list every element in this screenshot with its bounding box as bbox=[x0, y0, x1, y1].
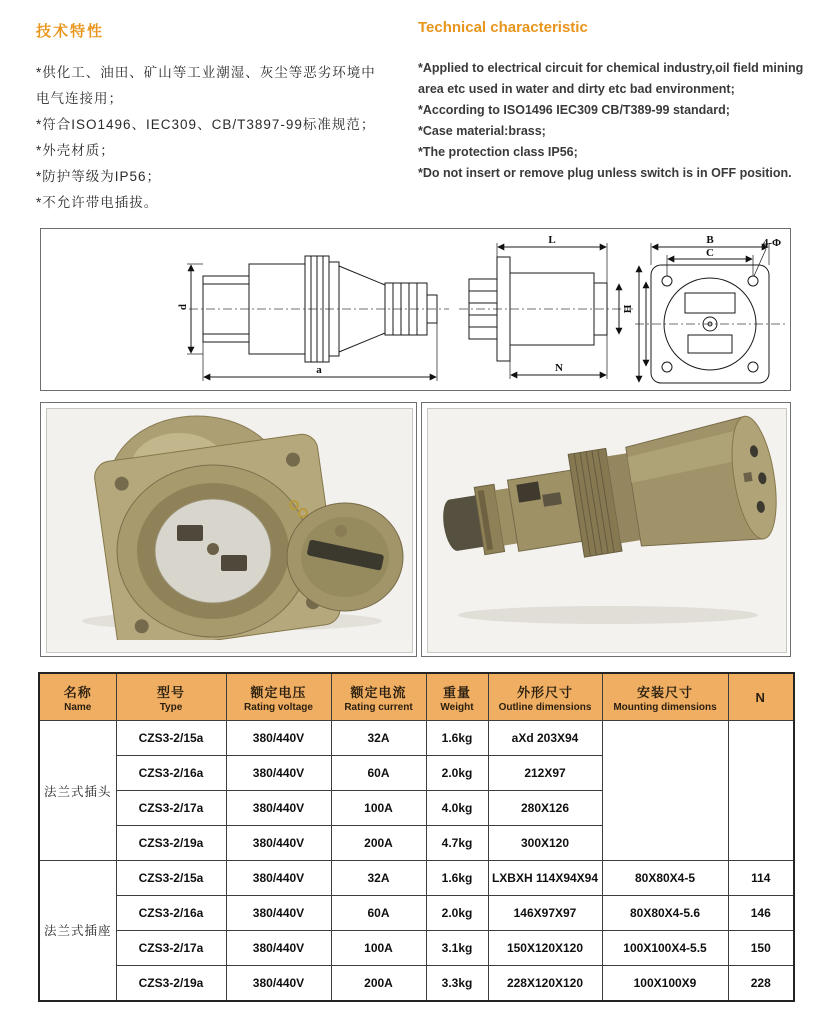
dim-label-d: d bbox=[177, 303, 189, 311]
cell-current: 100A bbox=[331, 931, 426, 966]
cell-voltage: 380/440V bbox=[226, 721, 331, 756]
cell-current: 60A bbox=[331, 896, 426, 931]
cell-weight: 3.1kg bbox=[426, 931, 488, 966]
feature-line: *防护等级为IP56； bbox=[36, 169, 162, 184]
cell-current: 32A bbox=[331, 721, 426, 756]
cell-n-empty bbox=[728, 721, 794, 861]
dim-label-C: C bbox=[706, 247, 714, 259]
feature-line: *外壳材质； bbox=[36, 143, 115, 158]
table-row bbox=[39, 896, 794, 931]
flange-front-view bbox=[635, 234, 787, 383]
cell-outline: aXd 203X94 bbox=[488, 721, 602, 756]
col-header-mounting-zh: 安装尺寸 bbox=[636, 684, 693, 700]
cell-mounting: 100X100X4-5.5 bbox=[602, 931, 728, 966]
cell-voltage: 380/440V bbox=[226, 791, 331, 826]
product-photo-socket-with-cap bbox=[46, 408, 413, 653]
col-header-voltage-en: Rating voltage bbox=[244, 701, 313, 713]
cell-n: 146 bbox=[728, 896, 794, 931]
technical-drawing-box bbox=[40, 228, 791, 391]
cell-n: 228 bbox=[728, 966, 794, 1001]
col-header-outline-en: Outline dimensions bbox=[498, 701, 592, 713]
feature-line: *不允许带电插拔。 bbox=[36, 195, 159, 210]
col-header-name-en: Name bbox=[64, 701, 92, 713]
group-label-flange-plug: 法兰式插头 bbox=[39, 721, 116, 861]
cell-mounting: 80X80X4-5.6 bbox=[602, 896, 728, 931]
cell-outline: 150X120X120 bbox=[488, 931, 602, 966]
cell-n: 150 bbox=[728, 931, 794, 966]
dim-label-B: B bbox=[706, 234, 714, 246]
feature-line: *Case material:brass; bbox=[418, 124, 546, 138]
cell-current: 200A bbox=[331, 826, 426, 861]
cell-voltage: 380/440V bbox=[226, 896, 331, 931]
feature-line: 电气连接用； bbox=[36, 91, 123, 106]
cell-n: 114 bbox=[728, 861, 794, 896]
feature-list-zh bbox=[36, 60, 414, 216]
product-photo-box-socket bbox=[40, 402, 417, 657]
cell-weight: 1.6kg bbox=[426, 721, 488, 756]
cell-outline: 212X97 bbox=[488, 756, 602, 791]
table-row bbox=[39, 931, 794, 966]
cell-current: 60A bbox=[331, 756, 426, 791]
technical-drawing bbox=[41, 229, 790, 390]
cell-current: 200A bbox=[331, 966, 426, 1001]
header-row bbox=[39, 673, 794, 721]
col-header-n-zh: N bbox=[755, 689, 766, 705]
cell-mounting-empty bbox=[602, 721, 728, 861]
cell-weight: 3.3kg bbox=[426, 966, 488, 1001]
feature-line: *符合ISO1496、IEC309、CB/T3897-99标准规范； bbox=[36, 117, 376, 132]
cell-outline: 280X126 bbox=[488, 791, 602, 826]
cell-type: CZS3-2/15a bbox=[116, 861, 226, 896]
plug-side-view bbox=[177, 256, 449, 381]
spec-table bbox=[38, 672, 795, 1002]
cell-outline: 300X120 bbox=[488, 826, 602, 861]
page-title-en: Technical characteristic bbox=[418, 19, 588, 36]
cell-current: 32A bbox=[331, 861, 426, 896]
col-header-outline-zh: 外形尺寸 bbox=[516, 684, 573, 700]
cell-outline: 228X120X120 bbox=[488, 966, 602, 1001]
col-header-voltage bbox=[226, 673, 331, 721]
cell-voltage: 380/440V bbox=[226, 931, 331, 966]
feature-line: area etc used in water and dirty etc bad environment; bbox=[418, 82, 735, 96]
col-header-weight-zh: 重量 bbox=[442, 684, 471, 700]
socket-side-view bbox=[459, 234, 634, 379]
cell-weight: 2.0kg bbox=[426, 756, 488, 791]
cell-outline: 146X97X97 bbox=[488, 896, 602, 931]
col-header-mounting-en: Mounting dimensions bbox=[613, 701, 717, 713]
page-title-zh: 技术特性 bbox=[36, 23, 105, 40]
cell-weight: 2.0kg bbox=[426, 896, 488, 931]
col-header-type-zh: 型号 bbox=[156, 684, 185, 700]
cell-type: CZS3-2/16a bbox=[116, 896, 226, 931]
cell-type: CZS3-2/16a bbox=[116, 756, 226, 791]
cell-weight: 4.7kg bbox=[426, 826, 488, 861]
feature-list-en bbox=[418, 58, 823, 184]
col-header-weight-en: Weight bbox=[440, 701, 474, 713]
feature-line: *Applied to electrical circuit for chemical industry,oil field mining bbox=[418, 61, 804, 75]
cell-type: CZS3-2/19a bbox=[116, 966, 226, 1001]
cell-voltage: 380/440V bbox=[226, 966, 331, 1001]
feature-line: *Do not insert or remove plug unless switch is in OFF position. bbox=[418, 166, 792, 180]
table-row bbox=[39, 966, 794, 1001]
feature-line: *According to ISO1496 IEC309 CB/T389-99 standard; bbox=[418, 103, 730, 117]
cell-current: 100A bbox=[331, 791, 426, 826]
plug-photo-illustration bbox=[428, 409, 784, 640]
dim-label-H: H bbox=[622, 304, 634, 314]
product-photo-box-plug bbox=[421, 402, 791, 657]
cell-voltage: 380/440V bbox=[226, 826, 331, 861]
socket-photo-illustration bbox=[47, 409, 410, 640]
cell-type: CZS3-2/17a bbox=[116, 931, 226, 966]
col-header-outline bbox=[488, 673, 602, 721]
col-header-name bbox=[39, 673, 116, 721]
cell-voltage: 380/440V bbox=[226, 756, 331, 791]
col-header-n bbox=[728, 673, 794, 721]
feature-line: *The protection class IP56; bbox=[418, 145, 578, 159]
col-header-current-zh: 额定电流 bbox=[350, 684, 407, 700]
col-header-mounting bbox=[602, 673, 728, 721]
dim-label-L: L bbox=[548, 234, 556, 246]
feature-line: *供化工、油田、矿山等工业潮湿、灰尘等恶劣环境中 bbox=[36, 65, 376, 80]
cell-voltage: 380/440V bbox=[226, 861, 331, 896]
col-header-weight bbox=[426, 673, 488, 721]
cell-outline: LXBXH 114X94X94 bbox=[488, 861, 602, 896]
group-label-flange-socket: 法兰式插座 bbox=[39, 861, 116, 1001]
col-header-type bbox=[116, 673, 226, 721]
cell-weight: 4.0kg bbox=[426, 791, 488, 826]
table-row bbox=[39, 861, 794, 896]
cell-mounting: 80X80X4-5 bbox=[602, 861, 728, 896]
dim-label-N: N bbox=[555, 362, 563, 374]
col-header-type-en: Type bbox=[159, 701, 183, 713]
cell-mounting: 100X100X9 bbox=[602, 966, 728, 1001]
table-row bbox=[39, 721, 794, 756]
col-header-current-en: Rating current bbox=[344, 701, 413, 713]
col-header-name-zh: 名称 bbox=[63, 684, 92, 700]
product-photo-plug bbox=[427, 408, 787, 653]
cell-type: CZS3-2/19a bbox=[116, 826, 226, 861]
col-header-current bbox=[331, 673, 426, 721]
dim-label-a: a bbox=[316, 364, 322, 376]
col-header-voltage-zh: 额定电压 bbox=[250, 684, 307, 700]
cell-type: CZS3-2/15a bbox=[116, 721, 226, 756]
dim-label-holes: 4-Φ bbox=[762, 237, 782, 249]
cell-weight: 1.6kg bbox=[426, 861, 488, 896]
cell-type: CZS3-2/17a bbox=[116, 791, 226, 826]
